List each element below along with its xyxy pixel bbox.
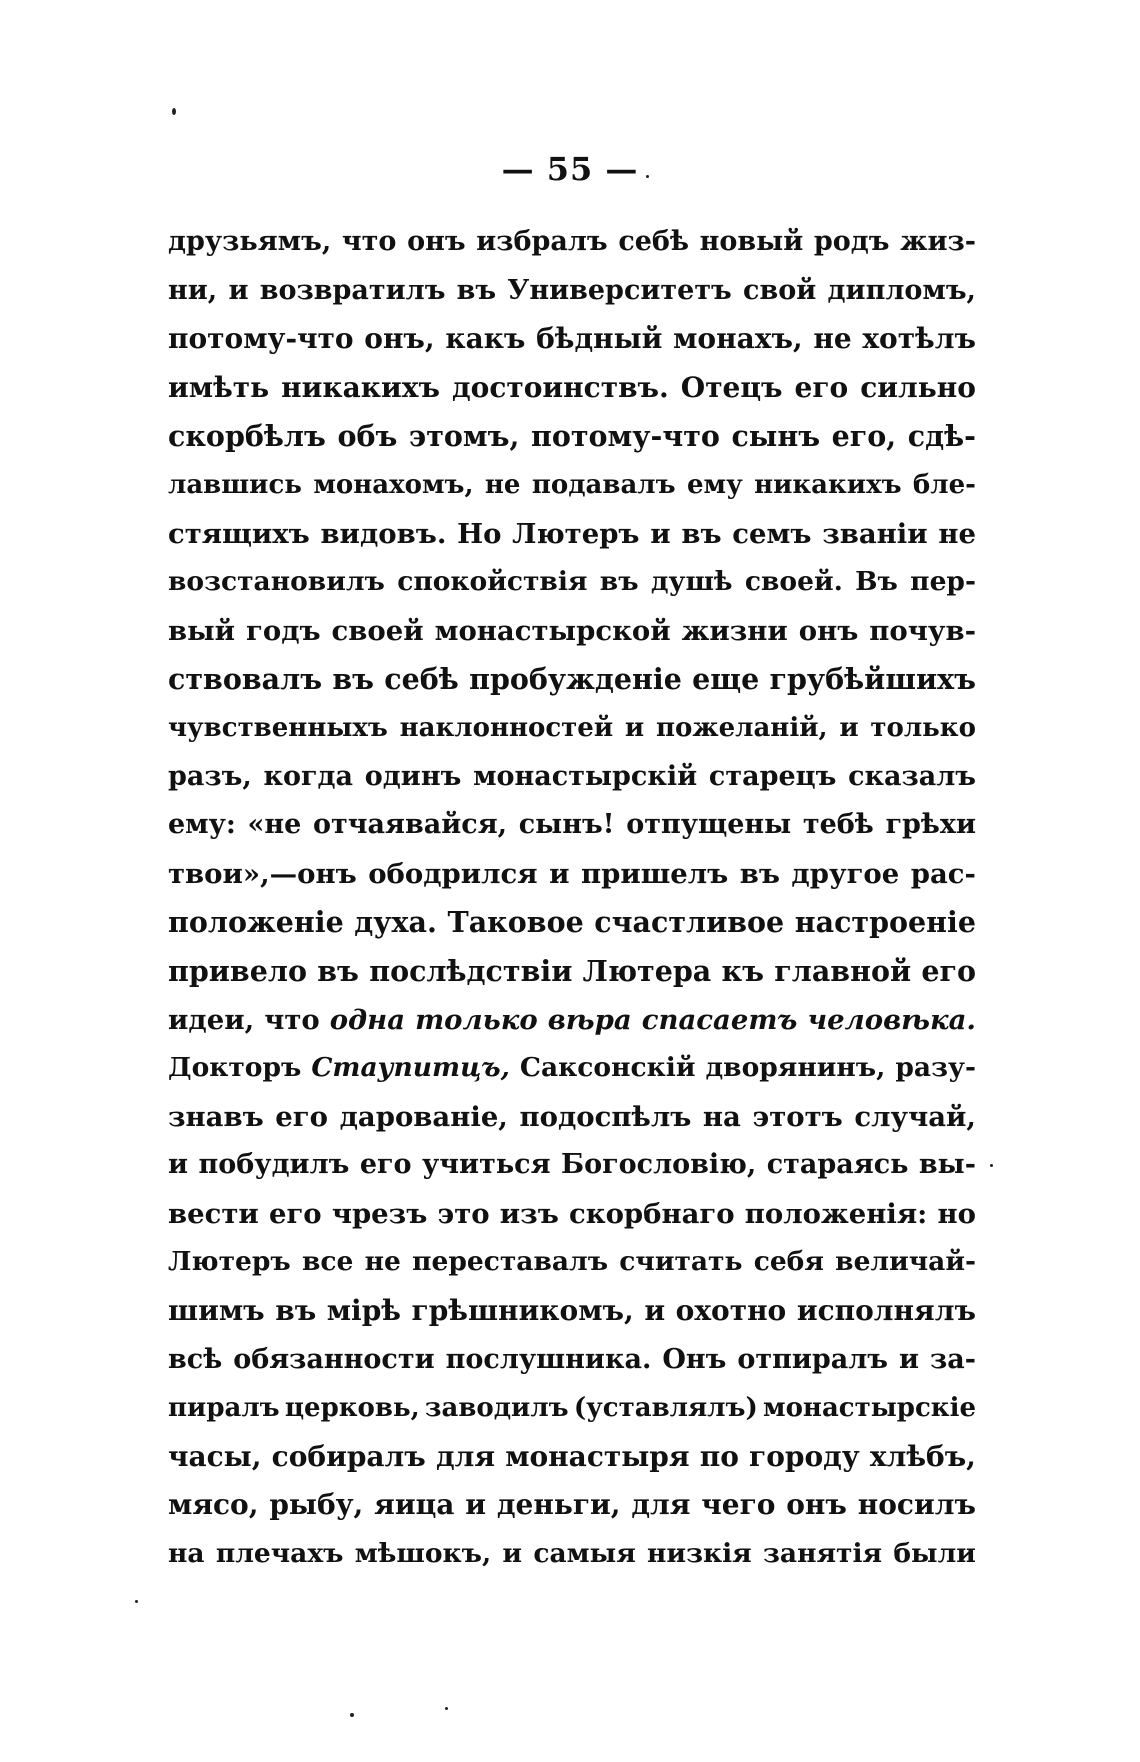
word: разъ, — [168, 760, 252, 792]
word: ствовалъ — [168, 662, 323, 697]
word: только — [415, 1003, 538, 1036]
word: жиз- — [900, 226, 976, 257]
word: учиться — [422, 1149, 551, 1181]
text-line — [168, 315, 976, 364]
word: «не — [247, 809, 302, 841]
text-line — [168, 461, 976, 510]
word: по — [699, 1439, 739, 1473]
text-line — [168, 510, 976, 559]
word: потому-что — [531, 419, 720, 454]
word: скорбнаго — [568, 1197, 735, 1230]
word: хотѣлъ — [862, 322, 976, 356]
word: отпущены — [626, 809, 792, 841]
word: Лютеръ — [512, 517, 640, 550]
word: главной — [774, 953, 912, 988]
word: и — [624, 712, 645, 743]
word: онъ — [407, 226, 466, 257]
word: плечахъ — [215, 1538, 344, 1570]
word: грѣшникомъ, — [411, 1294, 634, 1328]
word: бѣдный — [536, 322, 663, 356]
word: его — [359, 1149, 412, 1181]
word: Университетъ — [507, 274, 732, 306]
word: Богословію, — [561, 1149, 757, 1181]
word: сдѣ- — [907, 419, 976, 454]
text-line — [168, 1481, 976, 1530]
word: въ — [332, 662, 374, 697]
word: мірѣ — [326, 1294, 401, 1328]
word: вы- — [918, 1149, 976, 1181]
word: одна — [329, 1003, 406, 1036]
word: никакихъ — [754, 469, 902, 500]
word: величай- — [835, 1246, 976, 1278]
word: Лютеръ — [168, 1246, 291, 1278]
text-line — [168, 218, 976, 267]
word: Онъ — [662, 1343, 727, 1375]
word: мясо, — [168, 1488, 259, 1522]
word: потому-что — [168, 322, 354, 356]
word: своей — [331, 614, 424, 647]
text-line — [168, 753, 976, 802]
word: имѣть — [168, 370, 270, 404]
word: душѣ — [650, 566, 733, 598]
word: на — [168, 1538, 205, 1570]
word: себѣ — [384, 662, 459, 697]
word: только — [870, 712, 976, 743]
word: твои»,—онъ — [168, 857, 357, 890]
word: видовъ. — [320, 517, 447, 550]
text-line — [168, 801, 976, 850]
word: Саксонскій — [519, 1052, 696, 1084]
word: шимъ — [168, 1294, 265, 1328]
word: пришелъ — [580, 857, 729, 890]
text-line — [168, 1336, 976, 1385]
word: друзьямъ, — [168, 226, 332, 257]
word: вести — [168, 1197, 259, 1230]
text-line — [168, 607, 976, 656]
text-line — [168, 1530, 976, 1579]
text-line — [168, 1238, 976, 1287]
word: на — [702, 1100, 741, 1133]
word: стящихъ — [168, 517, 310, 550]
word: сказалъ — [848, 760, 976, 792]
word: настроеніе — [794, 905, 976, 940]
word: онъ — [798, 614, 859, 647]
word: вѣра — [547, 1003, 632, 1036]
word: его — [921, 953, 976, 988]
page-number: — 55 — — [501, 150, 639, 188]
word: рас- — [910, 857, 976, 890]
text-line — [168, 1384, 976, 1433]
word: переставалъ — [412, 1246, 609, 1278]
word: лавшись — [168, 469, 302, 500]
word: монахъ, — [673, 322, 803, 356]
word: его — [794, 370, 849, 404]
text-line — [168, 1190, 976, 1239]
word: пожеланій, — [655, 712, 828, 743]
word: онъ, — [364, 322, 435, 356]
word: другое — [791, 857, 900, 890]
word: монахомъ, — [313, 469, 474, 500]
word: себя — [753, 1246, 824, 1278]
word: спасаетъ — [641, 1003, 798, 1036]
word: послѣдствіи — [369, 953, 573, 988]
word: чрезъ — [331, 1197, 428, 1230]
word: занятія — [763, 1538, 883, 1570]
word: рыбу, — [269, 1488, 364, 1522]
word: грѣхи — [885, 809, 976, 841]
word: и — [650, 517, 671, 550]
word: все — [301, 1246, 354, 1278]
word: возстановилъ — [168, 566, 385, 598]
word: собиралъ — [271, 1439, 426, 1473]
word: церковь, — [284, 1393, 420, 1424]
word: городу — [749, 1439, 860, 1473]
word: въ — [599, 566, 639, 598]
word: и — [502, 1538, 523, 1570]
word: новый — [699, 226, 804, 257]
word: отпиралъ — [737, 1343, 888, 1375]
word: дарованіе, — [339, 1100, 508, 1133]
word: послушника. — [445, 1343, 652, 1375]
word: изъ — [499, 1197, 559, 1230]
text-line — [168, 1093, 976, 1142]
word: отчаявайся, — [313, 809, 508, 841]
word: и — [839, 712, 859, 743]
word: подавалъ — [531, 469, 676, 500]
word: дипломъ, — [827, 274, 976, 306]
text-line — [168, 850, 976, 899]
word: подоспѣлъ — [519, 1100, 692, 1133]
word: Лютера — [582, 953, 712, 988]
word: никакихъ — [281, 370, 440, 404]
word: семъ — [732, 517, 812, 550]
word: ему: — [168, 809, 236, 841]
word: своей. — [744, 566, 843, 598]
word: хлѣбъ, — [869, 1439, 976, 1473]
text-line — [168, 267, 976, 316]
word: и — [168, 1149, 189, 1181]
word: наклонностей — [399, 712, 614, 743]
text-line — [168, 1287, 976, 1336]
word: для — [435, 1439, 496, 1473]
word: побудилъ — [198, 1149, 350, 1181]
word: къ — [721, 953, 764, 988]
word: яица — [374, 1488, 455, 1522]
word: монастырскіе — [762, 1393, 976, 1424]
text-line — [168, 364, 976, 413]
word: ободрился — [368, 857, 538, 890]
word: исполнялъ — [796, 1294, 976, 1328]
word: и — [228, 274, 249, 306]
word: годъ — [246, 614, 321, 647]
word: часы, — [168, 1439, 262, 1473]
word: были — [893, 1538, 976, 1570]
word: привело — [168, 953, 307, 988]
scan-speck — [350, 1713, 354, 1717]
word: и — [549, 857, 570, 890]
word: ему — [686, 469, 743, 500]
word: этомъ, — [408, 419, 520, 454]
word: въ — [456, 274, 497, 306]
word: пробужденіе — [469, 662, 682, 697]
word: въ — [681, 517, 722, 550]
word: носилъ — [857, 1488, 976, 1522]
word: деньги, — [496, 1488, 621, 1522]
word: Отецъ — [680, 370, 783, 404]
word: заводилъ — [424, 1393, 569, 1424]
word: что — [264, 1003, 320, 1036]
word: вый — [168, 614, 236, 647]
word: не — [364, 1246, 401, 1278]
word: чувственныхъ — [168, 712, 388, 743]
word: для — [631, 1488, 691, 1522]
word: но — [937, 1197, 976, 1230]
word: монастырской — [434, 614, 671, 647]
word: сынъ — [731, 419, 821, 454]
text-line — [168, 704, 976, 753]
word: званіи — [822, 517, 928, 550]
text-line — [168, 898, 976, 947]
word: тебѣ — [802, 809, 874, 841]
word: въ — [739, 857, 780, 890]
word: монастырскій — [473, 760, 698, 792]
word: старецъ — [708, 760, 837, 792]
word: объ — [337, 419, 398, 454]
word: его — [275, 1100, 328, 1133]
text-line — [168, 1044, 976, 1093]
word: охотно — [675, 1294, 787, 1328]
word: что — [341, 226, 397, 257]
word: (уставлялъ) — [573, 1393, 758, 1424]
word: мѣшокъ, — [354, 1538, 492, 1570]
word: скорбѣлъ — [168, 419, 326, 454]
text-line — [168, 655, 976, 704]
scan-speck — [646, 175, 649, 178]
word: человѣка. — [807, 1003, 976, 1036]
word: дворянинъ, — [705, 1052, 886, 1084]
word: еще — [692, 662, 760, 697]
word: чего — [701, 1488, 776, 1522]
word: въ — [317, 953, 359, 988]
word: въ — [275, 1294, 317, 1328]
word: этотъ — [752, 1100, 843, 1133]
word: почув- — [869, 614, 976, 647]
word: случай, — [854, 1100, 976, 1133]
word: Стаупитцъ, — [311, 1052, 510, 1084]
word: монастыря — [505, 1439, 690, 1473]
text-line — [168, 558, 976, 607]
word: бле- — [912, 469, 976, 500]
word: достоинствъ. — [452, 370, 669, 404]
word: низкія — [647, 1538, 752, 1570]
word: избралъ — [476, 226, 608, 257]
text-line — [168, 996, 976, 1045]
word: положенія: — [744, 1197, 928, 1230]
word: грубѣйшихъ — [769, 662, 976, 697]
word: самыя — [533, 1538, 636, 1570]
word: не — [484, 469, 521, 500]
word: когда — [263, 760, 354, 792]
word: разу- — [895, 1052, 976, 1084]
word: и — [899, 1343, 920, 1375]
word: его, — [831, 419, 897, 454]
body-text — [168, 218, 976, 1579]
text-line — [168, 947, 976, 996]
word: стараясь — [766, 1149, 909, 1181]
word: пер- — [910, 566, 976, 598]
scan-speck — [445, 1707, 448, 1710]
word: знавъ — [168, 1100, 264, 1133]
word: себѣ — [618, 226, 689, 257]
word: свой — [743, 274, 817, 306]
word: духа. — [354, 905, 437, 940]
word: Таковое — [447, 905, 584, 940]
text-line — [168, 1433, 976, 1482]
text-line — [168, 412, 976, 461]
word: идеи, — [168, 1003, 255, 1036]
word: Но — [457, 517, 502, 550]
word: возвратилъ — [259, 274, 446, 306]
word: не — [938, 517, 976, 550]
word: его — [268, 1197, 322, 1230]
scan-speck — [990, 1164, 993, 1167]
word: всѣ — [168, 1343, 223, 1375]
word: не — [813, 322, 852, 356]
word: положеніе — [168, 905, 344, 940]
word: пиралъ — [168, 1393, 280, 1424]
word: сильно — [860, 370, 976, 404]
word: родъ — [813, 226, 890, 257]
word: жизни — [681, 614, 788, 647]
word: какъ — [445, 322, 526, 356]
word: обязанности — [233, 1343, 435, 1375]
scan-speck — [135, 1600, 138, 1603]
word: спокойствія — [397, 566, 588, 598]
word: счастливое — [594, 905, 785, 940]
word: и — [644, 1294, 666, 1328]
text-line — [168, 1141, 976, 1190]
word: одинъ — [364, 760, 462, 792]
word: считать — [619, 1246, 743, 1278]
word: Докторъ — [168, 1052, 302, 1084]
word: ни, — [168, 274, 218, 306]
word: это — [437, 1197, 490, 1230]
word: за- — [930, 1343, 976, 1375]
word: Въ — [855, 566, 898, 598]
word: и — [465, 1488, 487, 1522]
word: онъ — [786, 1488, 847, 1522]
word: сынъ! — [518, 809, 615, 841]
scan-speck — [172, 108, 176, 115]
